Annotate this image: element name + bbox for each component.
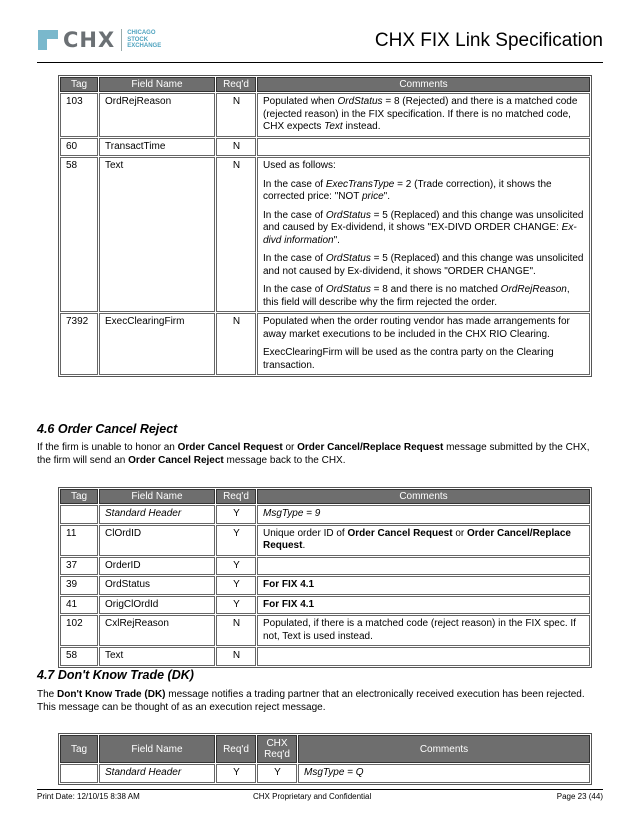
cell-comments — [257, 157, 590, 312]
text-run: Order Cancel Request — [347, 527, 453, 539]
cell-field-name — [99, 764, 215, 783]
comment-paragraph — [263, 316, 585, 341]
cell-reqd: Y — [216, 764, 256, 783]
col-header-comments: Comments — [298, 735, 590, 763]
document-title: CHX FIX Link Specification — [374, 30, 603, 51]
col-header-tag: Tag — [60, 489, 98, 504]
header-divider — [37, 62, 603, 63]
col-header-tag: Tag — [60, 735, 98, 763]
text-run: or — [452, 527, 467, 539]
cell-comments — [298, 764, 590, 783]
fields-table-continued — [58, 75, 592, 377]
text-run: OrdRejReason — [500, 284, 567, 295]
comment-paragraph — [263, 210, 585, 248]
text-run: In the case of — [263, 253, 326, 264]
cell-field-name — [99, 505, 215, 524]
col-header-field-name: Field Name — [99, 735, 215, 763]
text-run: Populated, if there is a matched code (reject reason) in the FIX spec. If not, Text is used instead. — [263, 618, 576, 642]
text-run: Order Cancel/Replace Request — [297, 442, 444, 453]
text-run: For FIX 4.1 — [263, 579, 315, 590]
cell-tag — [60, 764, 98, 783]
text-run: ExecClearingFirm will be used as the contra party on the Clearing transaction. — [263, 347, 554, 371]
table-row — [60, 615, 590, 646]
cell-reqd: N — [216, 647, 256, 666]
chx-logo-mark-icon — [38, 30, 58, 50]
text-run: OrdStatus — [325, 284, 371, 295]
comment-paragraph — [263, 179, 585, 204]
text-run: = 8 and there is no matched — [370, 284, 501, 295]
cell-comments — [257, 615, 590, 646]
cell-reqd: Y — [216, 557, 256, 576]
text-run: , this field will describe why the firm rejected the order. — [263, 284, 570, 308]
text-run: For FIX 4.1 — [263, 598, 315, 610]
comment-paragraph — [263, 253, 585, 278]
cell-tag: 7392 — [60, 313, 98, 375]
col-header-comments: Comments — [257, 489, 590, 504]
cell-field-name: ExecClearingFirm — [99, 313, 215, 375]
text-run: Unique order ID of — [263, 527, 348, 539]
comment-paragraph — [263, 284, 585, 309]
cell-field-name: OrdStatus — [99, 576, 215, 595]
text-run: OrdStatus — [325, 209, 371, 221]
comment-paragraph — [263, 508, 585, 521]
cell-comments — [257, 525, 590, 556]
cell-comments — [257, 505, 590, 524]
text-run: . — [302, 540, 306, 551]
text-run: MsgType = 9 — [263, 508, 321, 519]
cell-reqd: N — [216, 157, 256, 312]
cell-comments — [257, 313, 590, 375]
col-header-chx-reqd: CHX Req'd — [257, 735, 297, 763]
logo-sub-line: STOCK — [127, 36, 149, 43]
cell-comments — [257, 138, 590, 157]
section-heading-4-6: 4.6 Order Cancel Reject — [37, 422, 178, 436]
text-run: message back to the CHX. — [223, 455, 346, 466]
table-row — [60, 596, 590, 615]
text-run: = 2 (Trade correction), it shows the corrected price: "NOT — [263, 178, 552, 202]
cell-comments — [257, 557, 590, 576]
footer-page-number: Page 23 (44) — [556, 792, 603, 801]
cell-tag: 103 — [60, 93, 98, 137]
table-header-row — [60, 77, 590, 92]
cell-field-name: OrigClOrdId — [99, 596, 215, 615]
cell-reqd: Y — [216, 525, 256, 556]
logo-subtitle — [127, 30, 161, 50]
text-run: = 5 (Replaced) and this change was unsolicited and not caused by Ex-dividend, it shows "ORDER CHANGE". — [263, 253, 584, 277]
text-run: If the firm is unable to honor an — [37, 442, 178, 453]
cell-tag: 60 — [60, 138, 98, 157]
section-heading-4-7: 4.7 Don't Know Trade (DK) — [37, 668, 194, 682]
logo-text: CHX — [63, 28, 116, 52]
cell-field-name: Text — [99, 157, 215, 312]
page-header — [0, 0, 640, 62]
text-run: Order Cancel Request — [177, 442, 283, 453]
cell-reqd: Y — [216, 576, 256, 595]
text-run: Used as follows: — [263, 160, 336, 171]
col-header-field-name: Field Name — [99, 489, 215, 504]
cell-field-name: OrderID — [99, 557, 215, 576]
table-row — [60, 525, 590, 556]
text-run: Text — [324, 121, 343, 132]
text-run: instead. — [342, 121, 381, 132]
cell-reqd: N — [216, 313, 256, 375]
col-header-tag: Tag — [60, 77, 98, 92]
text-run: = 8 (Rejected) and there is a matched code (rejected reason) in the FIX specification. If there is no matched code, CHX expects — [263, 96, 578, 132]
field-name-text: Standard Header — [105, 767, 182, 778]
text-run: OrdStatus — [325, 253, 371, 264]
text-run: Populated when — [263, 96, 338, 107]
logo-sub-line: EXCHANGE — [127, 43, 162, 50]
cell-tag: 58 — [60, 157, 98, 312]
comment-paragraph — [263, 347, 585, 372]
text-run: OrdStatus — [337, 96, 383, 107]
section-intro-4-6 — [37, 441, 603, 467]
text-run: = 5 (Replaced) and this change was unsolicited and caused by Ex-dividend, it shows "EX-DIVD ORDER CHANGE: — [263, 209, 584, 233]
text-run: In the case of — [263, 284, 326, 295]
col-header-field-name: Field Name — [99, 77, 215, 92]
footer-divider — [37, 789, 603, 790]
table-row — [60, 576, 590, 595]
cell-comments — [257, 647, 590, 666]
col-header-reqd: Req'd — [216, 489, 256, 504]
table-row — [60, 505, 590, 524]
text-run: Don't Know Trade (DK) — [57, 689, 166, 700]
comment-paragraph — [263, 160, 585, 173]
text-run: Order Cancel/Replace Request — [263, 527, 571, 551]
order-cancel-reject-table — [58, 487, 592, 668]
field-name-text: Standard Header — [105, 508, 182, 519]
table-row — [60, 313, 590, 375]
comment-paragraph — [263, 579, 585, 592]
cell-tag: 39 — [60, 576, 98, 595]
text-run: In the case of — [263, 178, 326, 190]
cell-tag: 41 — [60, 596, 98, 615]
table-row — [60, 764, 590, 783]
comment-paragraph — [304, 767, 585, 780]
cell-field-name: Text — [99, 647, 215, 666]
section-intro-4-7 — [37, 688, 603, 714]
col-header-reqd: Req'd — [216, 77, 256, 92]
cell-reqd: Y — [216, 505, 256, 524]
dont-know-trade-table — [58, 733, 592, 785]
cell-tag: 37 — [60, 557, 98, 576]
cell-field-name: TransactTime — [99, 138, 215, 157]
table-row — [60, 138, 590, 157]
cell-reqd: N — [216, 138, 256, 157]
cell-field-name: ClOrdID — [99, 525, 215, 556]
cell-comments — [257, 93, 590, 137]
table-header-row — [60, 489, 590, 504]
footer-print-date: Print Date: 12/10/15 8:38 AM — [37, 792, 140, 801]
text-run: message notifies a trading partner that an electronically received execution has been rejected. This message can be thought of as an execution reject message. — [37, 689, 585, 713]
text-run: price — [361, 191, 384, 202]
table-row — [60, 157, 590, 312]
col-header-comments: Comments — [257, 77, 590, 92]
cell-comments — [257, 596, 590, 615]
cell-comments — [257, 576, 590, 595]
chx-logo — [38, 29, 161, 51]
text-run: Populated when the order routing vendor has made arrangements for away market executions to be included in the CHX RIO Clearing. — [263, 316, 570, 340]
table-row — [60, 647, 590, 666]
text-run: In the case of — [263, 209, 326, 221]
cell-reqd: N — [216, 93, 256, 137]
cell-reqd: N — [216, 615, 256, 646]
cell-tag — [60, 505, 98, 524]
cell-field-name: CxlRejReason — [99, 615, 215, 646]
text-run: ". — [333, 234, 340, 246]
footer-confidential: CHX Proprietary and Confidential — [253, 792, 372, 801]
comment-paragraph — [263, 599, 585, 612]
text-run: ExecTransType — [325, 178, 395, 190]
text-run: MsgType = Q — [304, 767, 364, 778]
comment-paragraph — [263, 96, 585, 134]
logo-divider — [121, 29, 122, 51]
col-header-reqd: Req'd — [216, 735, 256, 763]
logo-sub-line: CHICAGO — [127, 30, 156, 37]
cell-tag: 11 — [60, 525, 98, 556]
cell-tag: 58 — [60, 647, 98, 666]
table-row — [60, 93, 590, 137]
text-run: The — [37, 689, 58, 700]
text-run: ". — [383, 191, 390, 202]
text-run: or — [282, 442, 298, 453]
text-run: Order Cancel Reject — [128, 455, 224, 466]
text-run: message submitted by the CHX, the firm will send an — [37, 442, 590, 466]
comment-paragraph — [263, 528, 585, 553]
table-row — [60, 557, 590, 576]
text-run: Ex-divd information — [263, 222, 577, 246]
cell-chx-reqd: Y — [257, 764, 297, 783]
cell-reqd: Y — [216, 596, 256, 615]
cell-tag: 102 — [60, 615, 98, 646]
cell-field-name: OrdRejReason — [99, 93, 215, 137]
comment-paragraph — [263, 618, 585, 643]
table-header-row — [60, 735, 590, 763]
